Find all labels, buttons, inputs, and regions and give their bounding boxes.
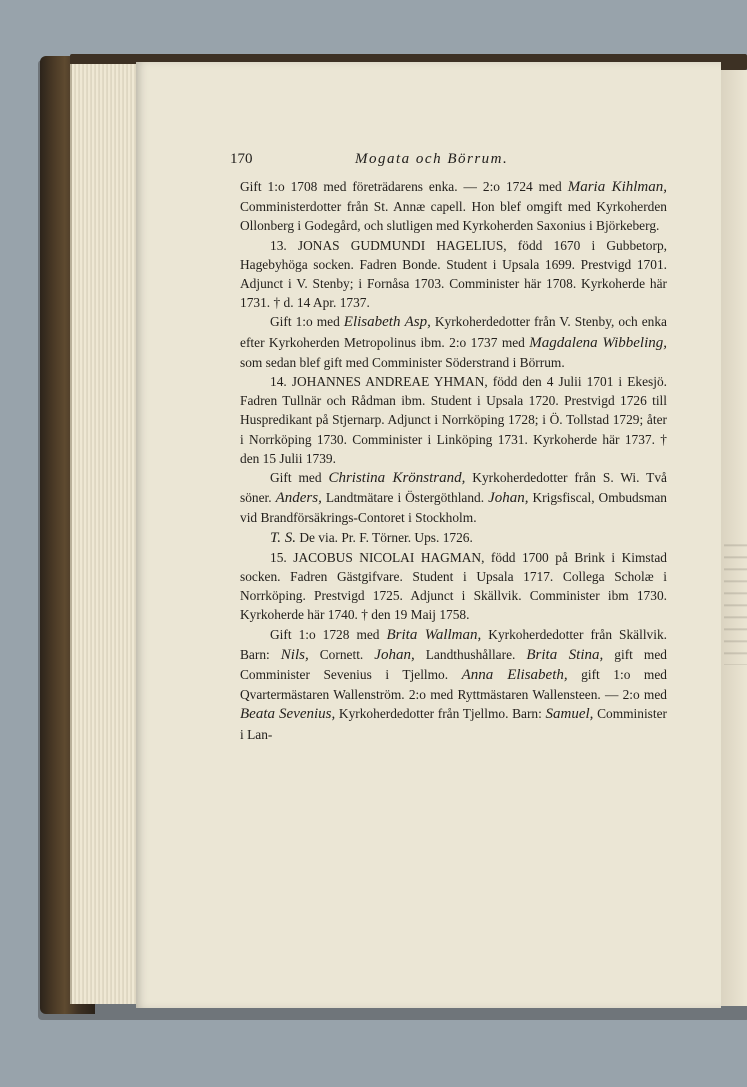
text-run: gift med Comminister Sevenius i Tjellmo. <box>240 646 667 683</box>
italic-name: Brita Wallman, <box>386 626 482 643</box>
text-run: Kyrkoherdedotter från S. Wi. Två söner. <box>240 470 667 506</box>
italic-name: Samuel, <box>545 706 594 723</box>
paragraph <box>240 177 667 236</box>
italic-name: Anders, <box>275 490 322 507</box>
running-title: Mogata och Börrum. <box>355 151 509 167</box>
text-run: Landtmätare i Östergöthland. <box>321 490 489 506</box>
italic-name: Magdalena Wibbeling, <box>529 334 668 351</box>
text-run: Kyrkoherdedotter från Tjellmo. Barn: <box>335 706 546 722</box>
text-run: Krigsfiscal, Ombudsman vid Brandförsäkrings-Contoret i Stockholm. <box>240 490 667 526</box>
text-run: Cornett. <box>308 646 375 662</box>
text-run: Gift 1:o med <box>270 314 344 330</box>
text-run: gift 1:o med Qvartermästaren Wallenström. 2:o med Ryttmästaren Wallensteen. — 2:o med <box>240 667 667 703</box>
italic-name: T. S. <box>270 529 296 546</box>
paragraph <box>240 625 667 744</box>
text-run: Gift 1:o 1708 med företrädarens enka. — 2:o 1724 med <box>240 179 568 194</box>
paragraph <box>240 312 667 372</box>
text-run: Comminister i Lan- <box>240 706 667 742</box>
page-header <box>230 151 670 173</box>
page-number: 170 <box>230 151 253 167</box>
text-run: Landthushållare. <box>414 646 527 662</box>
italic-name: Christina Krönstrand, <box>328 470 466 487</box>
italic-name: Johan, <box>374 646 415 663</box>
text-run: 15. JACOBUS NICOLAI HAGMAN, född 1700 på Brink i Kimstad socken. Fadren Gästgifvare. Student i Upsala 1717. Collega Scholæ i Norrköping. Prestvigd 1725. Adjunct i Skällvik. Comminister ibm 1730. Kyrkoherde här 1740. † den 19 Maij 1758. <box>240 549 667 623</box>
italic-name: Maria Kihlman, <box>567 179 667 195</box>
italic-name: Elisabeth Asp, <box>343 314 431 331</box>
paragraph <box>240 468 667 528</box>
page-body-text <box>240 177 667 744</box>
paragraph <box>240 372 667 468</box>
text-run: Comministerdotter från St. Annæ capell. Hon blef omgift med Kyrkoherden Ollonberg i Godegård, och slutligen med Kyrkoherden Saxonius i Björkeberg. <box>240 199 667 234</box>
text-run: Kyrkoherdedotter från Skällvik. Barn: <box>240 626 667 662</box>
italic-name: Beata Sevenius, <box>240 706 336 723</box>
facing-page-text-bleed <box>724 535 747 665</box>
text-run: Gift med <box>270 470 329 486</box>
italic-name: Johan, <box>488 490 529 507</box>
text-run: som sedan blef gift med Comminister Söderstrand i Börrum. <box>240 354 565 370</box>
text-run: Kyrkoherdedotter från V. Stenby, och enka efter Kyrkoherden Metropolinus ibm. 2:o 1737 med <box>240 314 668 350</box>
paragraph <box>240 548 667 625</box>
paragraph <box>240 528 667 548</box>
paragraph <box>240 236 667 313</box>
italic-name: Nils, <box>280 646 309 663</box>
text-run: De via. Pr. F. Törner. Ups. 1726. <box>295 529 473 545</box>
text-run: 13. JONAS GUDMUNDI HAGELIUS, född 1670 i Gubbetorp, Hagebyhöga socken. Fadren Bonde. Student i Upsala 1699. Prestvigd 1701. Adjunct i V. Stenby; i Fornåsa 1703. Comminister här 1708. Kyrkoherde här 1731. † d. 14 Apr. 1737. <box>240 237 667 311</box>
text-run: Gift 1:o 1728 med <box>270 626 387 642</box>
italic-name: Brita Stina, <box>526 646 604 663</box>
page-stack-edges <box>70 64 140 1004</box>
italic-name: Anna Elisabeth, <box>461 667 568 684</box>
text-run: 14. JOHANNES ANDREAE YHMAN, född den 4 Julii 1701 i Ekesjö. Fadren Tullnär och Rådman ibm. Student i Upsala 1720. Prestvigd 1726 till Huspredikant på Stjernarp. Adjunct i Norrköping 1728; i Ö. Tollstad 1729; åter i Norrköping 1730. Comminister i Linköping 1731. Kyrkoherde här 1737. † den 15 Julii 1739. <box>240 374 667 466</box>
